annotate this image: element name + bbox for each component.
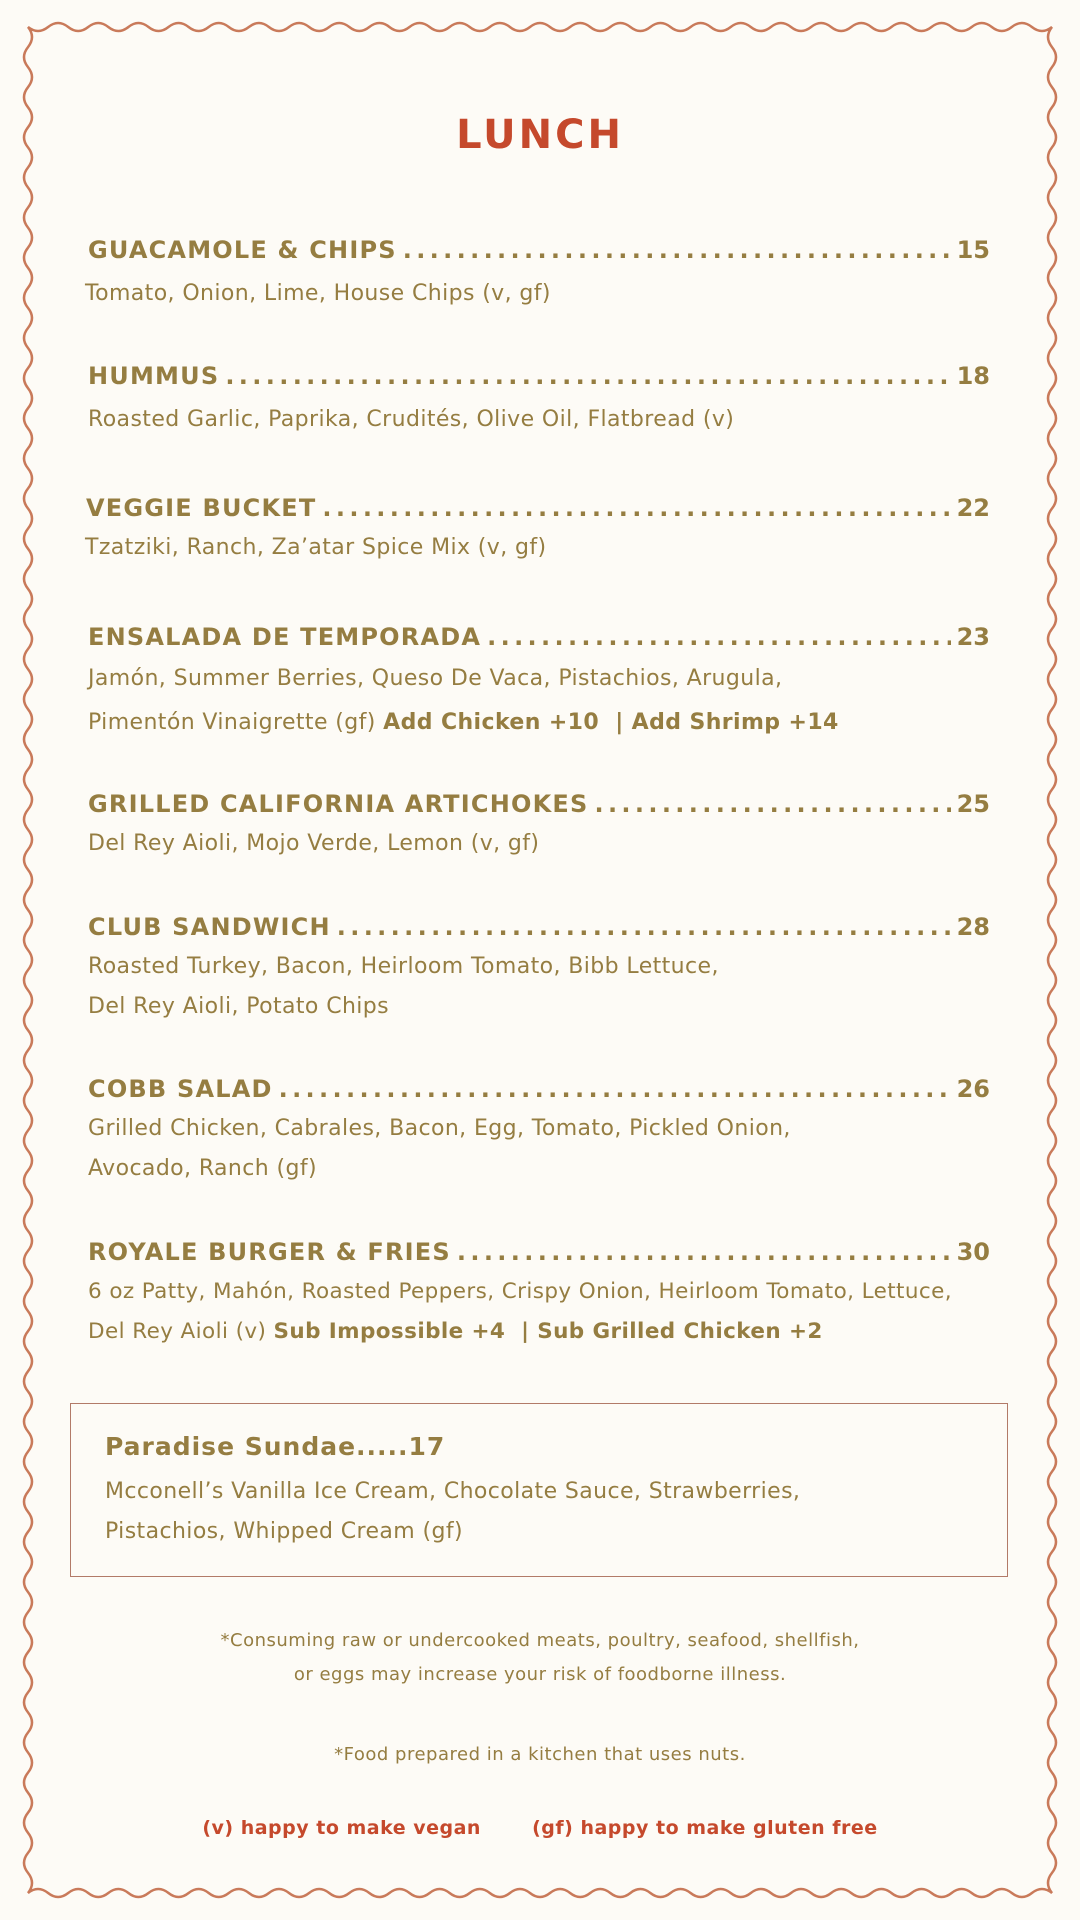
item-name: ENSALADA DE TEMPORADA	[88, 623, 482, 651]
item-price: 18	[956, 362, 990, 390]
item-addon: Sub Impossible +4 | Sub Grilled Chicken +2	[273, 1319, 823, 1344]
item-name: CLUB SANDWICH	[88, 913, 331, 941]
nut-warning: *Food prepared in a kitchen that uses nuts.	[334, 1744, 746, 1765]
menu-item-veggie-bucket	[85, 494, 990, 568]
dot-leader	[337, 913, 951, 941]
menu-item-hummus	[88, 362, 990, 440]
item-description-line2: Pimentón Vinaigrette (gf)	[88, 710, 376, 735]
dot-leader	[487, 623, 950, 651]
vegan-legend: (v) happy to make vegan	[202, 1817, 481, 1839]
item-description: Jamón, Summer Berries, Queso De Vaca, Pistachios, Arugula,	[88, 666, 783, 691]
item-price: 26	[956, 1075, 990, 1103]
item-description: Roasted Garlic, Paprika, Crudités, Olive Oil, Flatbread (v)	[88, 407, 735, 432]
menu-title: LUNCH	[456, 112, 624, 158]
item-description-line2: Del Rey Aioli, Potato Chips	[88, 994, 390, 1019]
item-price: 28	[956, 913, 990, 941]
dessert-description-line2: Pistachios, Whipped Cream (gf)	[105, 1519, 463, 1544]
raw-food-warning-line2: or eggs may increase your risk of foodborne illness.	[293, 1664, 787, 1685]
item-name: HUMMUS	[88, 362, 220, 390]
raw-food-warning-line1: *Consuming raw or undercooked meats, poultry, seafood, shellfish,	[220, 1630, 860, 1651]
item-name: GUACAMOLE & CHIPS	[88, 236, 397, 264]
item-price: 30	[956, 1238, 990, 1266]
item-description-line2: Del Rey Aioli (v)	[88, 1319, 267, 1344]
dietary-legend	[0, 1817, 1080, 1839]
menu-item-artichokes	[88, 790, 990, 864]
item-name: COBB SALAD	[88, 1075, 273, 1103]
item-name: GRILLED CALIFORNIA ARTICHOKES	[88, 790, 589, 818]
item-description: Grilled Chicken, Cabrales, Bacon, Egg, Tomato, Pickled Onion,	[88, 1116, 791, 1141]
raw-food-warning	[0, 1624, 1080, 1692]
dessert-box	[70, 1403, 1008, 1577]
dot-leader	[225, 362, 950, 390]
dot-leader	[279, 1075, 951, 1103]
gluten-free-legend: (gf) happy to make gluten free	[532, 1817, 878, 1839]
item-name: ROYALE BURGER & FRIES	[88, 1238, 451, 1266]
dessert-title: Paradise Sundae.....17	[105, 1432, 446, 1461]
item-description: 6 oz Patty, Mahón, Roasted Peppers, Crispy Onion, Heirloom Tomato, Lettuce,	[88, 1279, 952, 1304]
menu-item-guacamole	[85, 236, 990, 314]
menu-item-royale-burger	[88, 1238, 990, 1352]
item-addon: Add Chicken +10 | Add Shrimp +14	[383, 710, 839, 735]
item-description: Tzatziki, Ranch, Za’atar Spice Mix (v, gf)	[85, 535, 547, 560]
item-name: VEGGIE BUCKET	[86, 494, 317, 522]
item-price: 22	[956, 494, 990, 522]
item-description: Tomato, Onion, Lime, House Chips (v, gf)	[85, 281, 551, 306]
item-description: Del Rey Aioli, Mojo Verde, Lemon (v, gf)	[88, 831, 540, 856]
item-description: Roasted Turkey, Bacon, Heirloom Tomato, Bibb Lettuce,	[88, 954, 719, 979]
dessert-description: Mcconell’s Vanilla Ice Cream, Chocolate Sauce, Strawberries,	[105, 1479, 801, 1504]
menu-item-club-sandwich	[88, 913, 990, 1027]
item-description-line2: Avocado, Ranch (gf)	[88, 1156, 317, 1181]
dot-leader	[403, 236, 951, 264]
item-price: 25	[956, 790, 990, 818]
menu-item-ensalada	[88, 623, 990, 745]
item-price: 15	[956, 236, 990, 264]
menu-item-cobb-salad	[88, 1075, 990, 1189]
dot-leader	[457, 1238, 951, 1266]
item-price: 23	[956, 623, 990, 651]
dot-leader	[322, 494, 950, 522]
dot-leader	[594, 790, 950, 818]
